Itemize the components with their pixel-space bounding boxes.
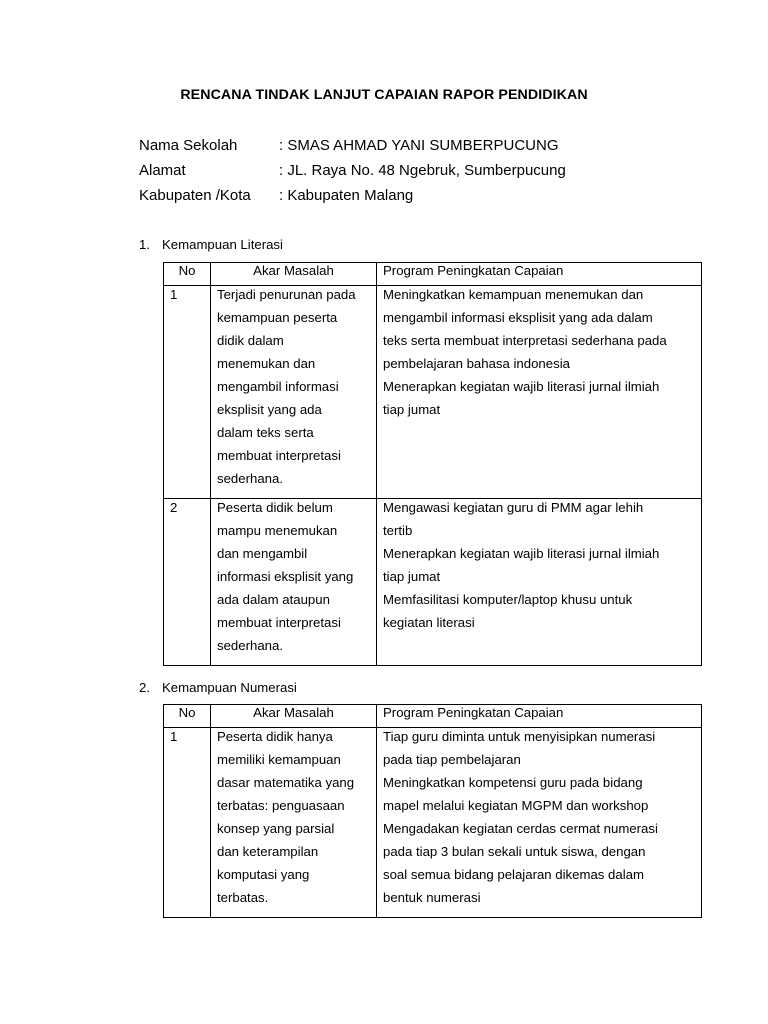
program-line: tiap jumat [383,569,441,584]
address-label: Alamat [139,162,186,179]
akar-masalah-line: komputasi yang [217,867,310,882]
cell-program [377,499,702,666]
section-numerasi-heading [139,679,297,697]
row-number: 2 [170,500,178,515]
address-row [139,161,566,181]
akar-masalah-line: sederhana. [217,471,283,486]
cell-no [164,499,211,666]
numerasi-table [163,704,702,918]
section-title: Kemampuan Literasi [162,237,283,252]
header-no: No [164,263,211,286]
akar-masalah-line: membuat interpretasi [217,448,341,463]
akar-masalah-line: membuat interpretasi [217,615,341,630]
header-program: Program Peningkatan Capaian [377,263,702,286]
akar-masalah-line: memiliki kemampuan [217,752,341,767]
cell-no [164,728,211,918]
program-line: Mengawasi kegiatan guru di PMM agar lehih [383,500,644,515]
program-line: pembelajaran bahasa indonesia [383,356,570,371]
cell-akar-masalah [211,286,377,499]
table-row [164,286,702,499]
program-line: Menerapkan kegiatan wajib literasi jurnal ilmiah [383,379,660,394]
school-name-label: Nama Sekolah [139,137,238,154]
table-body [164,286,702,666]
table-header-row [164,705,702,728]
akar-masalah-line: informasi eksplisit yang [217,569,354,584]
header-akar-masalah: Akar Masalah [211,263,377,286]
akar-masalah-line: didik dalam [217,333,284,348]
akar-masalah-line: dalam teks serta [217,425,314,440]
akar-masalah-line: dan mengambil [217,546,308,561]
cell-akar-masalah [211,728,377,918]
cell-program [377,286,702,499]
district-row [139,186,413,206]
akar-masalah-line: mampu menemukan [217,523,338,538]
akar-masalah-line: menemukan dan [217,356,316,371]
akar-masalah-line: Peserta didik belum [217,500,333,515]
school-name-value: : SMAS AHMAD YANI SUMBERPUCUNG [279,137,559,154]
table-row [164,499,702,666]
program-line: Meningkatkan kemampuan menemukan dan [383,287,644,302]
akar-masalah-line: dasar matematika yang [217,775,355,790]
literasi-table [163,262,702,666]
section-number: 1. [139,237,150,252]
program-line: tiap jumat [383,402,441,417]
section-literasi-heading [139,236,283,254]
program-line: pada tiap pembelajaran [383,752,521,767]
section-number: 2. [139,680,150,695]
header-no: No [164,705,211,728]
address-value: : JL. Raya No. 48 Ngebruk, Sumberpucung [279,162,566,179]
akar-masalah-line: mengambil informasi [217,379,339,394]
cell-akar-masalah [211,499,377,666]
program-line: Menerapkan kegiatan wajib literasi jurnal ilmiah [383,546,660,561]
page-title: RENCANA TINDAK LANJUT CAPAIAN RAPOR PENDIDIKAN [180,87,588,103]
table-row [164,728,702,918]
program-line: Tiap guru diminta untuk menyisipkan numerasi [383,729,656,744]
akar-masalah-line: ada dalam ataupun [217,592,330,607]
cell-no [164,286,211,499]
row-number: 1 [170,287,178,302]
section-title: Kemampuan Numerasi [162,680,297,695]
akar-masalah-line: eksplisit yang ada [217,402,322,417]
program-line: soal semua bidang pelajaran dikemas dalam [383,867,644,882]
school-name-row [139,136,559,156]
district-value: : Kabupaten Malang [279,187,414,204]
table-body [164,728,702,918]
program-line: Meningkatkan kompetensi guru pada bidang [383,775,643,790]
district-label: Kabupaten /Kota [139,187,251,204]
akar-masalah-line: terbatas: penguasaan [217,798,345,813]
program-line: mapel melalui kegiatan MGPM dan workshop [383,798,649,813]
header-program: Program Peningkatan Capaian [377,705,702,728]
akar-masalah-line: Terjadi penurunan pada [217,287,356,302]
header-akar-masalah: Akar Masalah [211,705,377,728]
akar-masalah-line: konsep yang parsial [217,821,335,836]
program-line: bentuk numerasi [383,890,481,905]
akar-masalah-line: sederhana. [217,638,283,653]
program-line: kegiatan literasi [383,615,475,630]
row-number: 1 [170,729,178,744]
program-line: Memfasilitasi komputer/laptop khusu untuk [383,592,633,607]
program-line: tertib [383,523,413,538]
program-line: teks serta membuat interpretasi sederhana pada [383,333,667,348]
akar-masalah-line: Peserta didik hanya [217,729,333,744]
program-line: Mengadakan kegiatan cerdas cermat numerasi [383,821,658,836]
akar-masalah-line: dan keterampilan [217,844,319,859]
akar-masalah-line: kemampuan peserta [217,310,338,325]
cell-program [377,728,702,918]
akar-masalah-line: terbatas. [217,890,269,905]
program-line: pada tiap 3 bulan sekali untuk siswa, dengan [383,844,646,859]
table-header-row [164,263,702,286]
program-line: mengambil informasi eksplisit yang ada dalam [383,310,653,325]
